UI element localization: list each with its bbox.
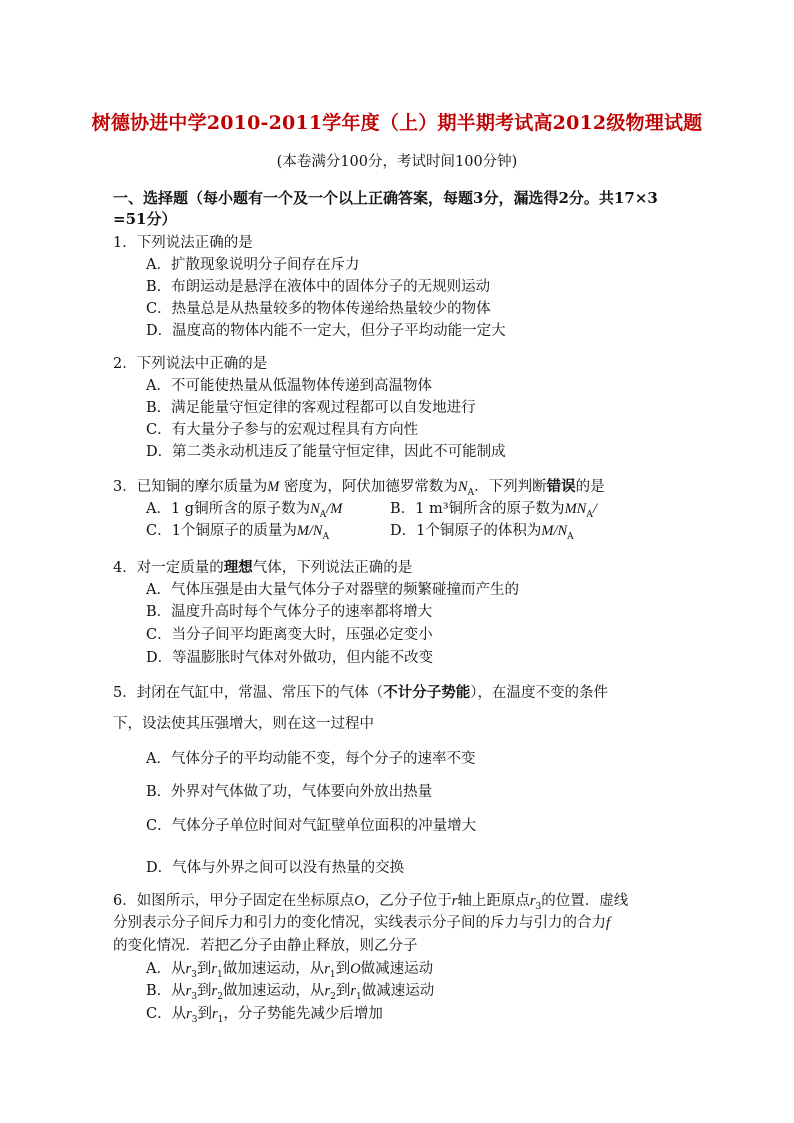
question-1-option-b: B．布朗运动是悬浮在液体中的固体分子的无规则运动 (146, 279, 491, 295)
q3-opt-d-text: D．1个铜原子的体积为 (390, 523, 542, 539)
question-1-stem: 1．下列说法正确的是 (113, 235, 253, 251)
question-4-option-b: B．温度升高时每个气体分子的速率都将增大 (146, 604, 433, 620)
q6b-t0: B．从 (146, 983, 186, 999)
q6a-v4: r (211, 961, 218, 977)
q3-opt-c-sub: A (322, 531, 330, 542)
q6a-v1: r (185, 961, 192, 977)
question-4-stem (113, 556, 412, 577)
q6a-t6: 做加速运动，从 (222, 961, 325, 977)
q6-text-line2: 分别表示分子间斥力和引力的变化情况，实线表示分子间的斥力与引力的合力 (113, 915, 606, 931)
q3-opt-a-sub: A (319, 509, 327, 520)
question-3-option-d (390, 519, 574, 542)
section-heading-line-2: =51分） (113, 210, 177, 228)
q3-stem-text-a: 3．已知铜的摩尔质量为 (113, 479, 268, 495)
question-4-option-c: C．当分子间平均距离变大时，压强必定变小 (146, 627, 433, 643)
question-2-stem: 2．下列说法中正确的是 (113, 356, 268, 372)
q6a-t0: A．从 (146, 961, 186, 977)
q3-var-na-sub: A (467, 487, 475, 498)
question-1-option-d: D．温度高的物体内能不一定大，但分子平均动能一定大 (146, 323, 506, 339)
q6-var-r3: r (529, 893, 536, 909)
question-5-stem (113, 681, 608, 702)
q5-stem-text-a: 5．封闭在气缸中，常温、常压下的气体（ (113, 685, 384, 701)
q6-var-r: r (451, 893, 458, 909)
question-1-option-a: A．扩散现象说明分子间存在斥力 (146, 257, 360, 273)
q6-text-d: 的位置．虚线 (541, 893, 629, 909)
q3-stem-emphasis: 错误 (546, 478, 576, 495)
question-2-option-c: C．有大量分子参与的宏观过程具有方向性 (146, 422, 419, 438)
q6a-t9: 到 (335, 961, 351, 977)
q6b-v10: r (350, 983, 356, 999)
question-6-option-b (146, 979, 434, 1002)
question-5-option-d: D．气体与外界之间可以没有热量的交换 (146, 860, 405, 876)
q6b-t12: 做减速运动 (361, 983, 435, 999)
q4-stem-text-b: 气体，下列说法正确的是 (252, 560, 413, 576)
section-heading-line-1: 一、选择题（每小题有一个及一个以上正确答案，每题3分，漏选得2分。共17×3 (113, 189, 658, 207)
q3-opt-b-sub: A (586, 509, 593, 520)
q6b-s8: 2 (330, 991, 336, 1002)
q6b-v7: r (324, 983, 331, 999)
q6-var-f: f (606, 915, 611, 931)
question-3-option-a (146, 501, 343, 520)
q6c-v1: r (186, 1006, 192, 1022)
question-2-option-d: D．第二类永动机违反了能量守恒定律，因此不可能制成 (146, 444, 506, 460)
question-6-stem-line-2 (113, 911, 610, 932)
q3-opt-c-text: C．1个铜原子的质量为 (146, 523, 297, 539)
q3-opt-a-var: N (310, 501, 320, 517)
question-4-option-d: D．等温膨胀时气体对外做功，但内能不改变 (146, 650, 434, 666)
question-3-options-row-1 (146, 497, 706, 520)
question-2-option-b: B．满足能量守恒定律的客观过程都可以自发地进行 (146, 400, 476, 416)
q3-opt-a-tail: /M (326, 501, 343, 517)
q4-stem-text-a: 4．对一定质量的 (113, 560, 224, 576)
q6c-v4: r (212, 1006, 218, 1022)
q6-text-a: 6．如图所示，甲分子固定在坐标原点 (113, 893, 355, 909)
q3-stem-text-d: 的是 (575, 479, 605, 495)
q6c-t0: C．从 (146, 1006, 187, 1022)
q3-opt-d-sub: A (567, 531, 574, 542)
question-3-option-c (146, 523, 330, 542)
q6a-s5: 1 (217, 969, 223, 980)
q3-var-m: M (267, 479, 280, 495)
q6c-t6: ，分子势能先减少后增加 (223, 1006, 383, 1022)
q6-var-o: O (354, 893, 365, 909)
question-6-option-c (146, 1002, 383, 1025)
question-2-option-a: A．不可能使热量从低温物体传递到高温物体 (146, 378, 432, 394)
question-3-option-b (390, 497, 597, 520)
q6b-v4: r (211, 983, 218, 999)
q6b-t9: 到 (335, 983, 351, 999)
q6c-t3: 到 (197, 1006, 212, 1022)
q6b-s5: 2 (217, 991, 223, 1002)
q6b-v1: r (185, 983, 192, 999)
q4-stem-emphasis: 理想 (223, 559, 253, 576)
q3-opt-b-text: B．1 m³铜所含的原子数为 (390, 501, 565, 517)
q3-stem-text-c: ．下列判断 (474, 479, 547, 495)
question-6-stem-line-1 (113, 889, 628, 912)
q3-stem-text-b: 密度为，阿伏加德罗常数为 (279, 479, 458, 495)
question-6-stem-line-3: 的变化情况．若把乙分子由静止释放，则乙分子 (113, 938, 418, 954)
q6-var-r3-sub: 3 (535, 901, 542, 912)
exam-subtitle: (本卷满分100分，考试时间100分钟) (276, 154, 518, 170)
question-5-stem-line-2: 下，设法使其压强增大，则在这一过程中 (113, 716, 374, 732)
q3-var-na: N (457, 479, 468, 495)
q6b-s11: 1 (355, 991, 362, 1002)
q6c-s5: 1 (217, 1014, 224, 1025)
q6b-t3: 到 (197, 983, 212, 999)
q6-text-c: 轴上距原点 (457, 893, 530, 909)
question-4-option-a: A．气体压强是由大量气体分子对器壁的频繁碰撞而产生的 (146, 582, 519, 598)
question-5-option-c: C．气体分子单位时间对气缸壁单位面积的冲量增大 (146, 818, 477, 834)
question-3-stem (113, 475, 605, 498)
q3-opt-a-text: A．1 g铜所含的原子数为 (146, 501, 311, 517)
q6a-v10: O (350, 961, 361, 977)
question-5-option-a: A．气体分子的平均动能不变，每个分子的速率不变 (146, 751, 476, 767)
q3-opt-b-var: MN (564, 501, 587, 517)
q3-opt-d-var: M/N (541, 523, 568, 539)
q5-stem-emphasis: 不计分子势能 (383, 684, 471, 701)
question-6-option-a (146, 957, 433, 980)
page-title: 树德协进中学2010-2011学年度（上）期半期考试高2012级物理试题 (91, 112, 703, 134)
q6b-t6: 做加速运动，从 (222, 983, 325, 999)
q6a-v7: r (324, 961, 330, 977)
q6a-s8: 1 (329, 969, 336, 980)
q6b-s2: 3 (191, 991, 198, 1002)
q5-stem-text-b: ），在温度不变的条件 (470, 685, 608, 701)
q3-opt-b-tail: / (592, 501, 597, 517)
q3-opt-c-var: M/N (296, 523, 323, 539)
q6a-s2: 3 (191, 969, 197, 980)
question-1-option-c: C．热量总是从热量较多的物体传递给热量较少的物体 (146, 301, 491, 317)
q6c-s2: 3 (191, 1014, 198, 1025)
q6-text-b: ，乙分子位于 (364, 893, 452, 909)
q6a-t3: 到 (196, 961, 212, 977)
q6a-t11: 做减速运动 (360, 961, 434, 977)
question-3-options-row-2 (146, 519, 706, 542)
question-5-option-b: B．外界对气体做了功，气体要向外放出热量 (146, 784, 433, 800)
